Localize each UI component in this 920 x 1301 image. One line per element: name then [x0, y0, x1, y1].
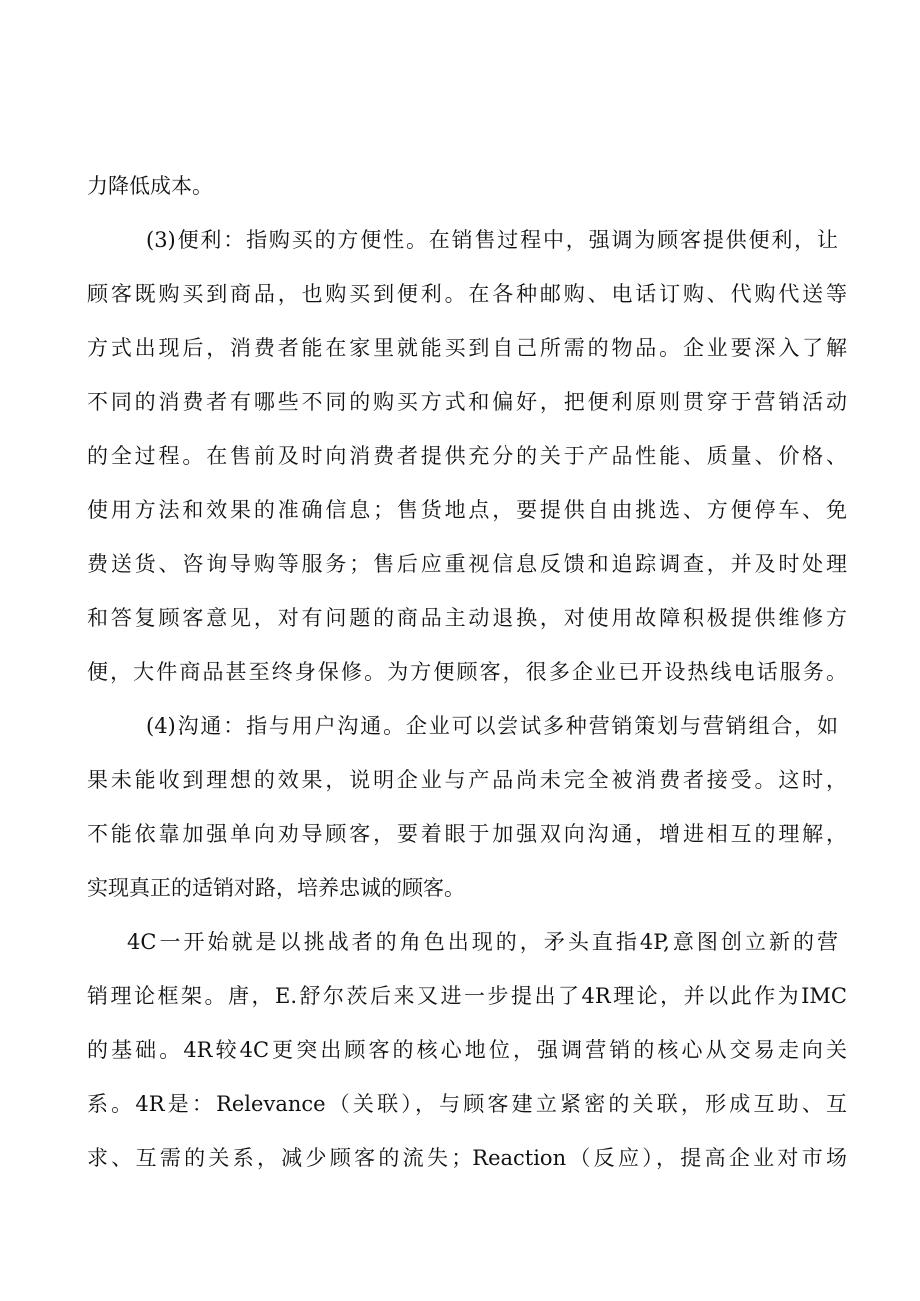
paragraph-communication-line-1: (4)沟通：指与用户沟通。企业可以尝试多种营销策划与营销组合，如	[146, 714, 838, 738]
paragraph-continuation-line-1: 力降低成本。	[87, 174, 213, 198]
paragraph-convenience-line-8: 和答复顾客意见，对有问题的商品主动退换，对使用故障积极提供维修方	[87, 606, 847, 630]
paragraph-4r-line-5: 求、互需的关系，减少顾客的流失；Reaction（反应），提高企业对市场	[87, 1146, 847, 1170]
paragraph-convenience-line-3: 方式出现后，消费者能在家里就能买到自己所需的物品。企业要深入了解	[87, 336, 847, 360]
paragraph-4r-line-3: 的基础。4R较4C更突出顾客的核心地位，强调营销的核心从交易走向关	[87, 1038, 847, 1062]
paragraph-4r-line-2: 销理论框架。唐，E.舒尔茨后来又进一步提出了4R理论，并以此作为IMC	[87, 984, 847, 1008]
paragraph-communication-line-2: 果未能收到理想的效果，说明企业与产品尚未完全被消费者接受。这时，	[87, 768, 847, 792]
paragraph-convenience-line-2: 顾客既购买到商品，也购买到便利。在各种邮购、电话订购、代购代送等	[87, 282, 847, 306]
paragraph-convenience-line-9: 便，大件商品甚至终身保修。为方便顾客，很多企业已开设热线电话服务。	[87, 660, 847, 684]
paragraph-communication-line-4: 实现真正的适销对路，培养忠诚的顾客。	[87, 876, 465, 900]
paragraph-convenience-line-1: (3)便利：指购买的方便性。在销售过程中，强调为顾客提供便利，让	[146, 228, 838, 252]
paragraph-communication-line-3: 不能依靠加强单向劝导顾客，要着眼于加强双向沟通，增进相互的理解，	[87, 822, 847, 846]
paragraph-4r-line-4: 系。4R是：Relevance（关联），与顾客建立紧密的关联，形成互助、互	[87, 1092, 847, 1116]
paragraph-convenience-line-6: 使用方法和效果的准确信息；售货地点，要提供自由挑选、方便停车、免	[87, 498, 847, 522]
paragraph-convenience-line-4: 不同的消费者有哪些不同的购买方式和偏好，把便利原则贯穿于营销活动	[87, 390, 847, 414]
paragraph-convenience-line-5: 的全过程。在售前及时向消费者提供充分的关于产品性能、质量、价格、	[87, 444, 847, 468]
paragraph-convenience-line-7: 费送货、咨询导购等服务；售后应重视信息反馈和追踪调查，并及时处理	[87, 552, 847, 576]
paragraph-4r-line-1: 4C一开始就是以挑战者的角色出现的，矛头直指4P,意图创立新的营	[127, 930, 838, 954]
